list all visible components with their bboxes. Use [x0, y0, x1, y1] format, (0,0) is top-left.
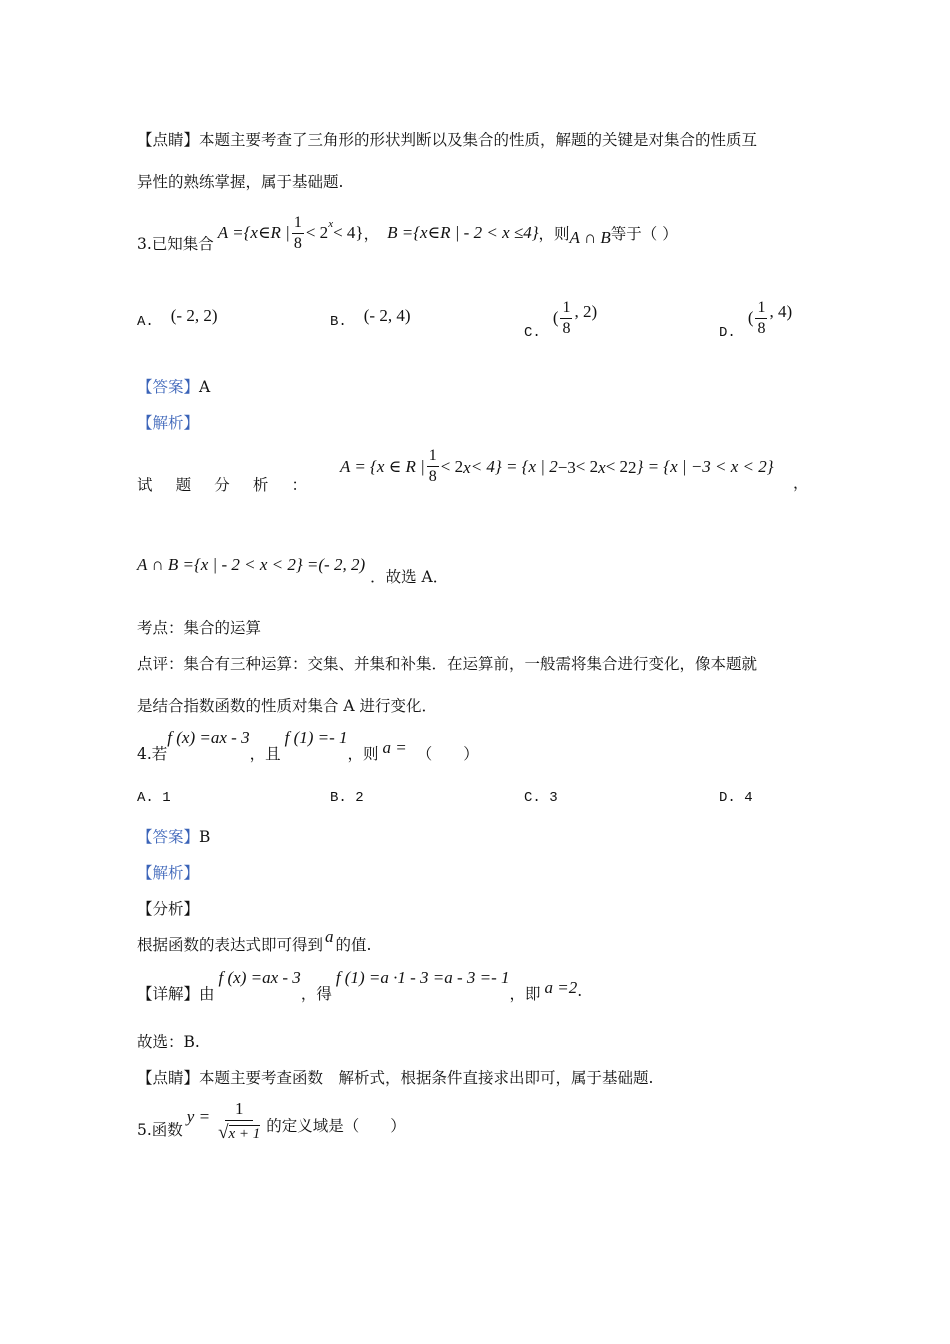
q3-comma: ， [363, 225, 380, 243]
q5-radicand: x + 1 [228, 1126, 261, 1142]
q4-option-d [719, 790, 753, 806]
equation-fraction [427, 448, 439, 485]
label-char: 题 [175, 476, 192, 494]
q4-option-c [524, 790, 558, 806]
q4-answer-paren: （ ） [416, 745, 479, 763]
q4-guxuan: 故选：B. [137, 1033, 200, 1051]
option-fraction [755, 300, 767, 337]
q3-set-a-fraction [292, 215, 304, 252]
q3-prefix: 3.已知集合 [137, 235, 214, 253]
q3-dianping-line-1: 点评：集合有三种运算：交集、并集和补集．在运算前，一般需将集合进行变化，像本题就 [137, 655, 758, 673]
xiangjie-text: 由 [199, 985, 215, 1003]
answer-value: A [199, 378, 211, 396]
option-letter: D. [719, 325, 736, 341]
equation-fraction-numerator: 1 [427, 448, 439, 467]
q3-set-a-exponent: x [328, 218, 334, 230]
equation-part: < 2 [575, 456, 599, 476]
q5-fraction-numerator: 1 [225, 1100, 254, 1121]
option-letter: D. [719, 790, 736, 806]
question-5 [137, 1100, 406, 1142]
q4-option-a [137, 790, 171, 806]
equation-exponent: −3 [557, 458, 576, 477]
q3-analysis-label [137, 473, 307, 495]
option-close: , 4) [769, 302, 793, 321]
q4-condition: f (1) =- 1 [284, 728, 348, 747]
q4-a-equals: a = [382, 738, 407, 757]
q4-function: f (x) =ax - 3 [167, 728, 250, 747]
equation-part: A = {x ∈ R | [340, 456, 425, 476]
q3-fraction-denominator: 8 [293, 234, 302, 252]
question-4 [137, 728, 479, 764]
q3-suffix: 等于（ ） [610, 225, 678, 243]
option-letter: C. [524, 325, 541, 341]
q5-fraction [216, 1100, 262, 1142]
option-letter: C. [524, 790, 541, 806]
label-char: 分 [214, 476, 230, 494]
xiangjie-text: ，即 [509, 985, 541, 1003]
q3-option-a [137, 306, 218, 330]
q3-analysis-comma: ， [793, 474, 809, 492]
label-char: ： [291, 476, 307, 494]
q3-fraction-numerator: 1 [292, 215, 304, 234]
q5-prefix: 5.函数 [137, 1121, 183, 1139]
xiangjie-function: f (x) =ax - 3 [218, 968, 301, 987]
fenxi-variable: a [325, 927, 334, 946]
equation-exponent: x [463, 458, 471, 477]
fenxi-text: 根据函数的表达式即可得到 [137, 936, 324, 954]
option-close: , 2) [574, 302, 598, 321]
q3-intersection: A ∩ B [569, 228, 611, 247]
q3-analysis-tag: 【解析】 [137, 414, 200, 432]
q3-analysis-equation [340, 448, 774, 485]
label-char: 析 [252, 476, 269, 494]
answer-value: B [199, 828, 211, 846]
q4-and: ，且 [249, 745, 281, 763]
q3-option-b [330, 306, 411, 330]
q3-dianping-line-2: 是结合指数函数的性质对集合 A 进行变化． [137, 697, 438, 715]
xiangjie-dot: . [577, 982, 583, 1000]
q4-dianjing: 【点睛】本题主要考查函数 解析式，根据条件直接求出即可，属于基础题. [137, 1069, 654, 1087]
option-open-paren: ( [747, 308, 754, 327]
q3-option-c [524, 295, 597, 341]
result-text: ．故选 A． [370, 568, 449, 586]
label-char: 试 [137, 476, 153, 494]
equation-fraction-denominator: 8 [428, 468, 437, 485]
q3-set-a-right: < 2 [305, 223, 329, 242]
question-3 [137, 212, 678, 254]
q3-then: ，则 [538, 225, 570, 243]
q3-result [137, 553, 449, 586]
option-letter: B. [330, 314, 347, 330]
q4-then: ，则 [347, 745, 379, 763]
option-fraction-denominator: 8 [562, 319, 571, 337]
option-fraction-numerator: 1 [560, 300, 572, 319]
q3-option-d [719, 295, 792, 341]
q4-answer [137, 825, 210, 847]
q3-set-a-left: A ={x∈R | [217, 223, 290, 242]
option-letter: A. [137, 790, 154, 806]
q4-fenxi [137, 927, 371, 955]
option-value: 1 [162, 790, 171, 806]
dianjing-line-1: 【点睛】本题主要考查了三角形的形状判断以及集合的性质，解题的关键是对集合的性质互 [137, 131, 758, 149]
option-letter: A. [137, 314, 154, 330]
option-fraction-denominator: 8 [757, 319, 766, 337]
q4-analysis-tag: 【解析】 [137, 864, 200, 882]
xiangjie-tag: 【详解】 [137, 985, 200, 1003]
q4-fenxi-tag: 【分析】 [137, 900, 200, 918]
equation-part: < 2 [605, 456, 629, 476]
q4-option-b [330, 790, 364, 806]
q3-answer [137, 375, 210, 397]
q5-y-equals: y = [186, 1107, 211, 1126]
fenxi-text: 的值. [335, 936, 372, 954]
q3-kaodian: 考点：集合的运算 [137, 619, 262, 637]
option-value: 4 [744, 790, 753, 806]
xiangjie-computation: f (1) =a ·1 - 3 =a - 3 =- 1 [335, 968, 510, 987]
option-value: (- 2, 2) [170, 306, 218, 325]
equation-part: } = {x | −3 < x < 2} [636, 456, 774, 476]
q5-suffix: 的定义域是（ ） [266, 1117, 406, 1135]
xiangjie-text: ，得 [300, 985, 332, 1003]
q5-fraction-denominator [216, 1121, 262, 1142]
answer-tag: 【答案】 [137, 378, 200, 396]
option-fraction-numerator: 1 [755, 300, 767, 319]
answer-tag: 【答案】 [137, 828, 200, 846]
xiangjie-result: a =2 [544, 978, 578, 997]
sqrt-icon: √ [218, 1122, 229, 1143]
option-value: (- 2, 4) [363, 306, 411, 325]
equation-exponent: 2 [628, 458, 637, 477]
option-fraction [560, 300, 572, 337]
equation-part: < 2 [440, 456, 464, 476]
result-equation: A ∩ B ={x | - 2 < x < 2} =(- 2, 2) [137, 555, 366, 574]
option-letter: B. [330, 790, 347, 806]
equation-part: < 4} = {x | 2 [470, 456, 558, 476]
q4-xiangjie [137, 968, 582, 1004]
q4-prefix: 4.若 [137, 745, 168, 763]
dianjing-line-2: 异性的熟练掌握，属于基础题. [137, 173, 344, 191]
q3-set-a-end: < 4} [333, 223, 364, 242]
option-value: 2 [355, 790, 364, 806]
option-open-paren: ( [552, 308, 559, 327]
option-value: 3 [549, 790, 558, 806]
equation-exponent: x [598, 458, 606, 477]
q3-set-b: B ={x∈R | - 2 < x ≤4} [387, 223, 539, 242]
